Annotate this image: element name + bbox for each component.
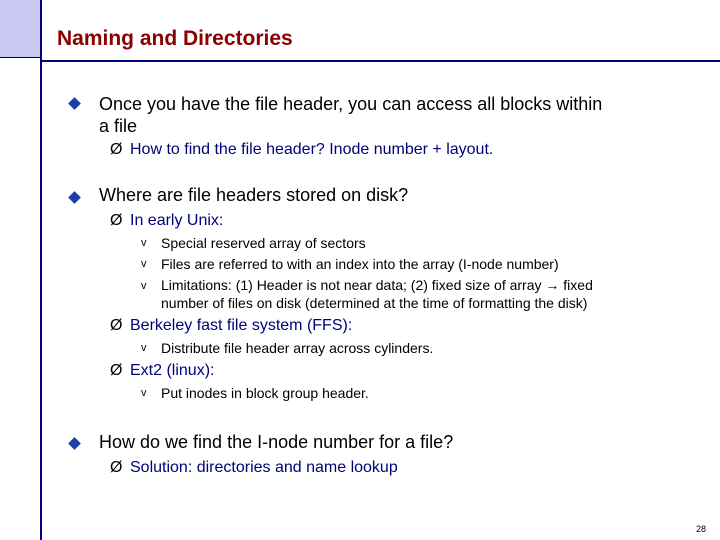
sub-bullet-text: How to find the file header? Inode number + layout. [130, 141, 494, 158]
list-item: Special reserved array of sectors [161, 235, 366, 251]
arrow-icon: Ø [110, 459, 123, 476]
sub-bullet [110, 316, 352, 336]
diamond-bullet-icon: v [141, 342, 147, 354]
sub-bullet-text: Solution: directories and name lookup [130, 459, 398, 476]
left-rule [40, 58, 42, 540]
sub-bullet [110, 211, 223, 231]
list-item: Put inodes in block group header. [161, 385, 369, 401]
corner-decoration [0, 0, 42, 58]
sub-bullet [110, 140, 493, 160]
list-item [161, 276, 691, 312]
diamond-bullet-icon: v [141, 237, 147, 249]
bullet-icon [68, 97, 81, 110]
bullet-text: How do we find the I-node number for a file? [99, 432, 454, 452]
list-item: Files are referred to with an index into the array (I-node number) [161, 256, 559, 272]
sub-bullet-text: Berkeley fast file system (FFS): [130, 317, 353, 334]
sub-bullet-text: In early Unix: [130, 212, 224, 229]
sub-bullet [110, 361, 214, 381]
right-arrow-icon: → [545, 277, 560, 293]
arrow-icon: Ø [110, 141, 123, 158]
arrow-icon: Ø [110, 317, 123, 334]
list-item-text: fixed [563, 277, 593, 293]
title-rule [40, 60, 720, 62]
diamond-bullet-icon: v [141, 280, 147, 292]
bullet-icon [68, 437, 81, 450]
bullet-text-line: a file [99, 116, 138, 136]
arrow-icon: Ø [110, 212, 123, 229]
bullet-text [99, 93, 689, 137]
diamond-bullet-icon: v [141, 387, 147, 399]
page-number: 28 [696, 524, 707, 534]
bullet-text: Where are file headers stored on disk? [99, 185, 409, 205]
slide-title: Naming and Directories [57, 27, 293, 50]
list-item-text: number of files on disk (determined at the time of formatting the disk) [161, 295, 588, 311]
sub-bullet [110, 458, 398, 478]
bullet-icon [68, 191, 81, 204]
list-item: Distribute file header array across cylinders. [161, 340, 434, 356]
list-item-text: Limitations: (1) Header is not near data; (2) fixed size of array [161, 277, 542, 293]
bullet-text-line: Once you have the file header, you can access all blocks within [99, 94, 603, 114]
arrow-icon: Ø [110, 362, 123, 379]
diamond-bullet-icon: v [141, 258, 147, 270]
sub-bullet-text: Ext2 (linux): [130, 362, 215, 379]
